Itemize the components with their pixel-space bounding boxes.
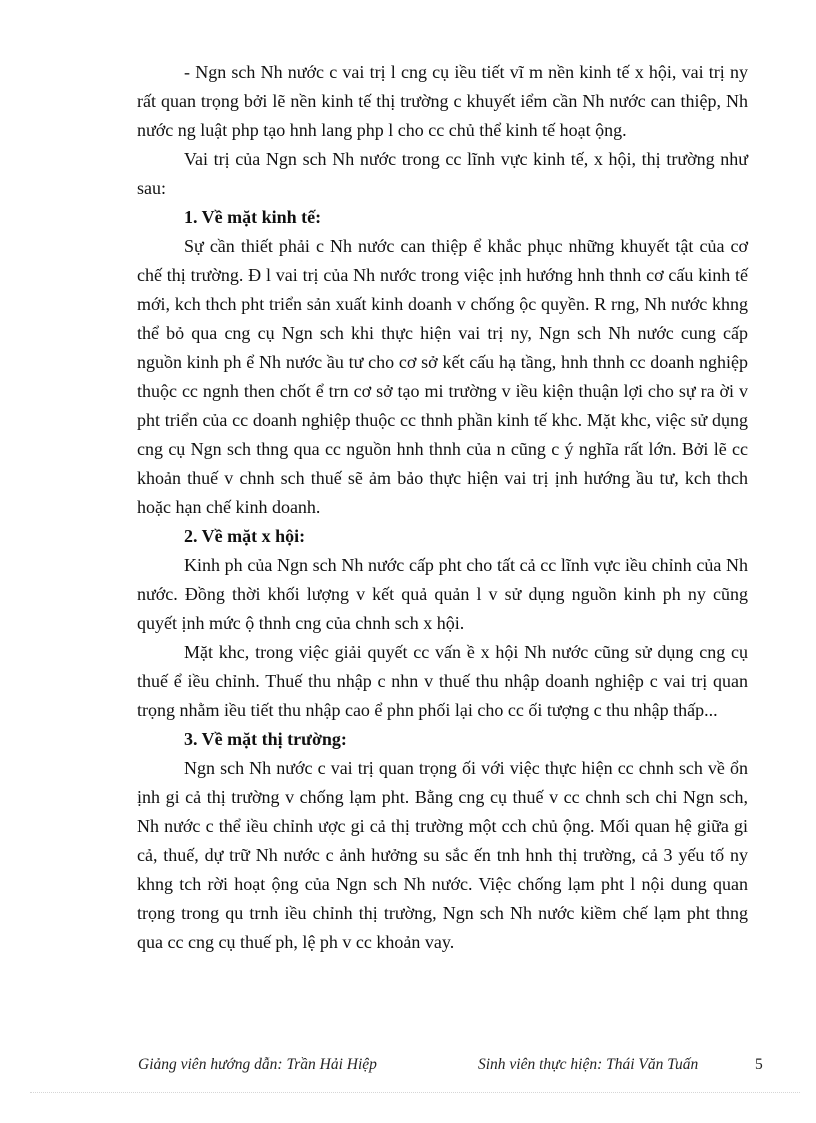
page-body: [137, 58, 748, 957]
heading-social: 2. Về mặt x hội:: [184, 526, 306, 546]
paragraph-budget-roles-intro: Vai trị của Ngn sch Nh nước trong cc lĩnh vực kinh tế, x hội, thị trường như sau:: [137, 149, 748, 198]
heading-market: 3. Về mặt thị trường:: [184, 729, 347, 749]
heading-economic: 1. Về mặt kinh tế:: [184, 207, 322, 227]
footer-advisor: Giảng viên hướng dẫn: Trần Hải Hiệp: [138, 1056, 377, 1073]
footer-student: Sinh viên thực hiện: Thái Văn Tuấn: [478, 1056, 699, 1073]
page-number: 5: [755, 1056, 763, 1073]
paragraph-market: Ngn sch Nh nước c vai trị quan trọng ối với việc thực hiện cc chnh sch về ổn ịnh gi cả thị trường v chống lạm pht. Bằng cng cụ thuế v cc chnh sch chi Ngn sch, Nh nước c thể iều chỉnh ược gi cả thị trường một cch chủ ộng. Mối quan hệ giữa gi cả, thuế, dự trữ Nh nước c ảnh hưởng su sắc ến tnh hnh thị trường, cả 3 yếu tố ny khng tch rời hoạt ộng của Ngn sch Nh nước. Việc chống lạm pht l nội dung quan trọng trong qu trnh iều chỉnh thị trường, Ngn sch Nh nước kiềm chế lạm pht thng qua cc cng cụ thuế ph, lệ ph v cc khoản vay.: [137, 758, 748, 952]
paragraph-social-tax: Mặt khc, trong việc giải quyết cc vấn ề x hội Nh nước cũng sử dụng cng cụ thuế ể iều chỉnh. Thuế thu nhập c nhn v thuế thu nhập doanh nghiệp c vai trị quan trọng nhằm iều tiết thu nhập cao ể phn phối lại cho cc ối tượng c thu nhập thấp...: [137, 642, 748, 720]
footer-divider: [30, 1092, 800, 1093]
paragraph-budget-macro-role: - Ngn sch Nh nước c vai trị l cng cụ iều tiết vĩ m nền kinh tế x hội, vai trị ny rất quan trọng bởi lẽ nền kinh tế thị trường c khuyết iểm cần Nh nước can thiệp, Nh nước ng luật php tạo hnh lang php l cho cc chủ thể kinh tế hoạt ộng.: [137, 62, 748, 140]
paragraph-social-funding: Kinh ph của Ngn sch Nh nước cấp pht cho tất cả cc lĩnh vực iều chỉnh của Nh nước. Đồng thời khối lượng v kết quả quản l v sử dụng nguồn kinh ph ny cũng quyết ịnh mức ộ thnh cng của chnh sch x hội.: [137, 555, 748, 633]
paragraph-economic: Sự cần thiết phải c Nh nước can thiệp ể khắc phục những khuyết tật của cơ chế thị trường. Đ l vai trị của Nh nước trong việc ịnh hướng hnh thnh cơ cấu kinh tế mới, kch thch pht triển sản xuất kinh doanh v chống ộc quyền. R rng, Nh nước khng thể bỏ qua cng cụ Ngn sch khi thực hiện vai trị ny, Ngn sch Nh nước cung cấp nguồn kinh ph ể Nh nước ầu tư cho cơ sở kết cấu hạ tầng, hnh thnh cc doanh nghiệp thuộc cc ngnh then chốt ể trn cơ sở tạo mi trường v iều kiện thuận lợi cho sự ra ời v pht triển của cc doanh nghiệp thuộc cc thnh phần kinh tế khc. Mặt khc, việc sử dụng cng cụ Ngn sch thng qua cc nguồn hnh thnh của n cũng c ý nghĩa rất lớn. Bởi lẽ cc khoản thuế v chnh sch thuế sẽ ảm bảo thực hiện vai trị ịnh hướng ầu tư, kch thch hoặc hạn chế kinh doanh.: [137, 236, 748, 517]
page-footer: [138, 1056, 768, 1080]
